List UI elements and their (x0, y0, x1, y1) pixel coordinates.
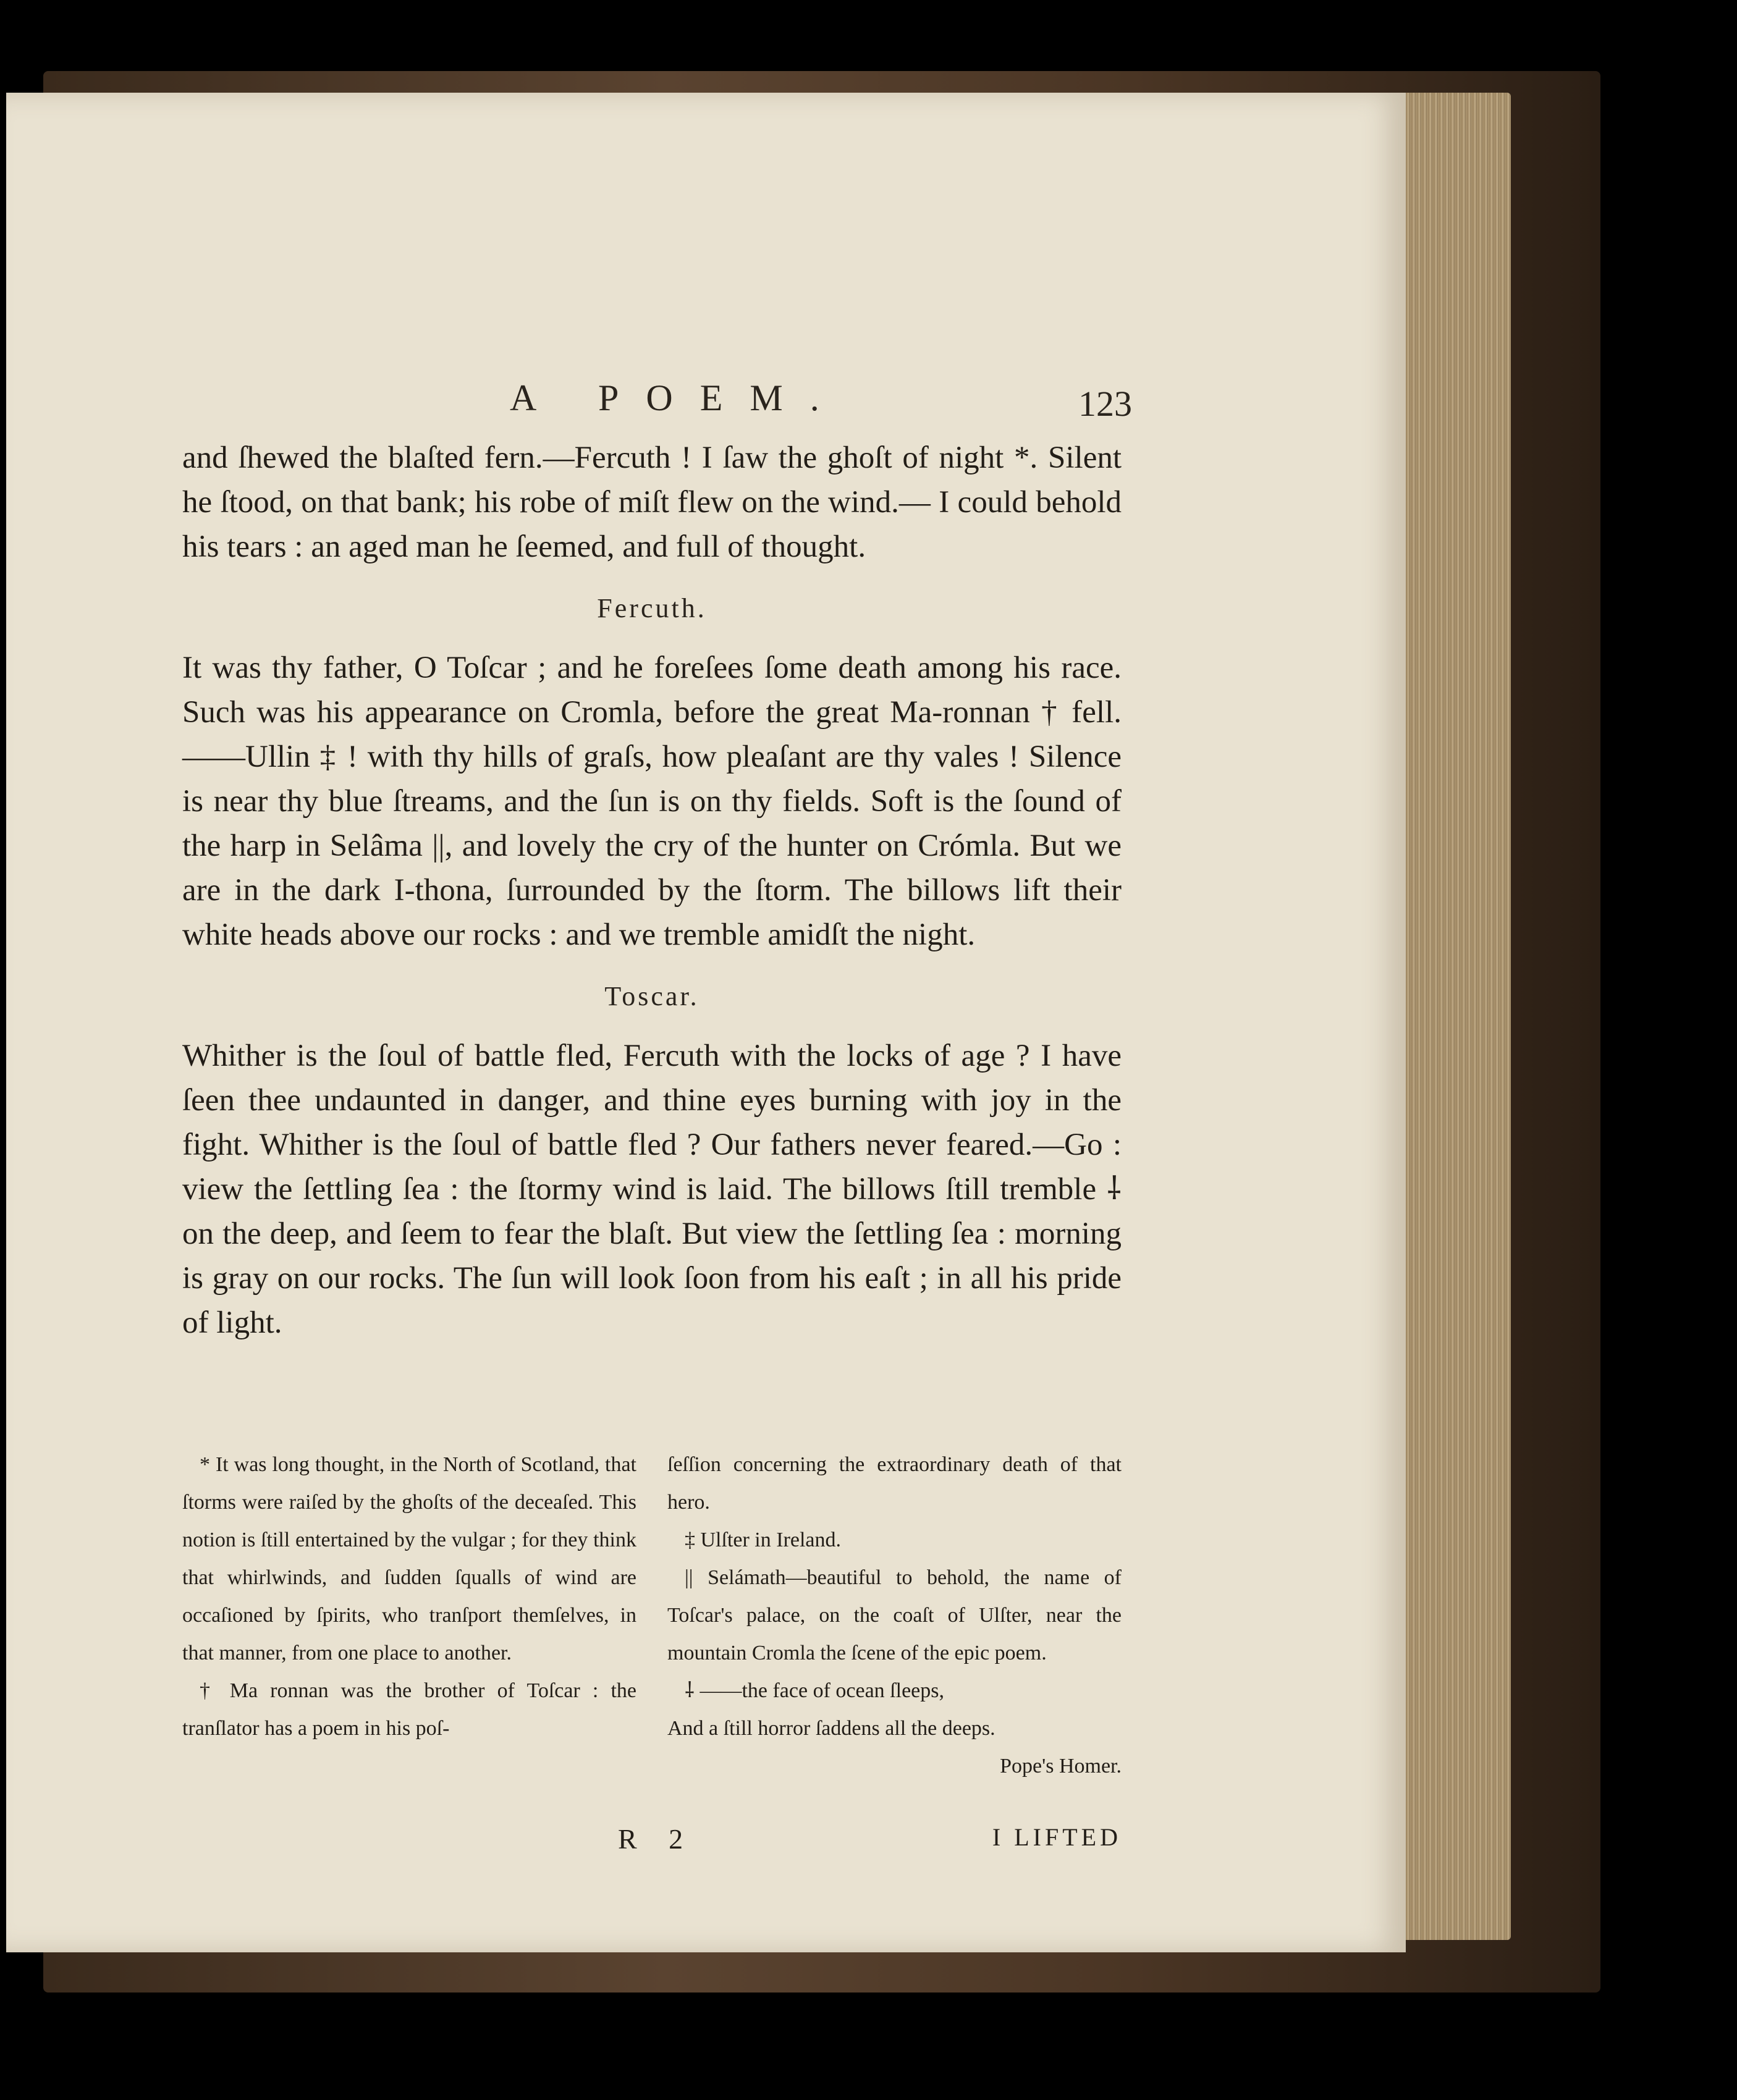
page-number: 123 (1078, 384, 1132, 424)
footnote-column-right (667, 1446, 1122, 1785)
catchword: I LIFTED (992, 1823, 1122, 1851)
page-footer (182, 1823, 1122, 1860)
footnote-column-left (182, 1446, 636, 1785)
footnote-attribution: Pope's Homer. (1000, 1755, 1122, 1777)
footnote: ‡ Ulſter in Ireland. (685, 1529, 842, 1551)
paragraph: Whither is the ſoul of battle fled, Fercuth with the locks of age ? I have ſeen thee undaunted in danger, and thine eyes burning with joy in the fight. Whither is the ſoul of battle fled ? Our fathers never feared.—Go : view the ſettling ſea : the ſtormy wind is laid. The billows ſtill tremble ⸸ on the deep, and ſeem to fear the blaſt. But view the ſettling ſea : morning is gray on our rocks. The ſun will look ſoon from his eaſt ; in all his pride of light. (182, 1039, 1122, 1340)
footnote-verse: ⸸ ——the face of ocean ſleeps, (685, 1679, 944, 1702)
speaker-heading: Toscar. (604, 981, 699, 1011)
paragraph: It was thy father, O Toſcar ; and he foreſees ſome death among his race. Such was his appearance on Cromla, before the great Ma-ronnan † fell.——Ullin ‡ ! with thy hills of graſs, how pleaſant are thy vales ! Silence is near thy blue ſtreams, and the ſun is on thy fields. Soft is the ſound of the harp in Selâma ||, and lovely the cry of the hunter on Crómla. But we are in the dark I-thona, ſurrounded by the ſtorm. The billows lift their white heads above our rocks : and we tremble amidſt the night. (182, 651, 1122, 952)
footnote: * It was long thought, in the North of Scotland, that ſtorms were raiſed by the ghoſts of the deceaſed. This notion is ſtill entertained by the vulgar ; for they think that whirlwinds, and ſudden ſqualls of wind are occaſioned by ſpirits, who tranſport themſelves, in that manner, from one place to another. (182, 1453, 636, 1664)
speaker-heading: Fercuth. (597, 593, 707, 623)
footnote-verse: And a ſtill horror ſaddens all the deeps. (667, 1717, 995, 1740)
paragraph: and ſhewed the blaſted fern.—Fercuth ! I ſaw the ghoſt of night *. Silent he ſtood, on that bank; his robe of miſt flew on the wind.— I could behold his tears : an aged man he ſeemed, and full of thought. (182, 441, 1122, 564)
footnote: || Selámath—beautiful to behold, the name of Toſcar's palace, on the coaſt of Ulſter, near the mountain Cromla the ſcene of the epic poem. (667, 1566, 1122, 1664)
signature-mark: R 2 (618, 1823, 696, 1855)
main-text (182, 436, 1122, 1345)
footnotes (182, 1446, 1122, 1785)
book-page (6, 93, 1406, 1952)
footnote: † Ma ronnan was the brother of Toſcar : the tranſlator has a poem in his poſ- (182, 1679, 636, 1740)
page-edges (1393, 93, 1511, 1940)
footnote: ſeſſion concerning the extraordinary death of that hero. (667, 1453, 1122, 1514)
running-head: A POEM. (510, 377, 847, 418)
page-header (6, 377, 1406, 424)
